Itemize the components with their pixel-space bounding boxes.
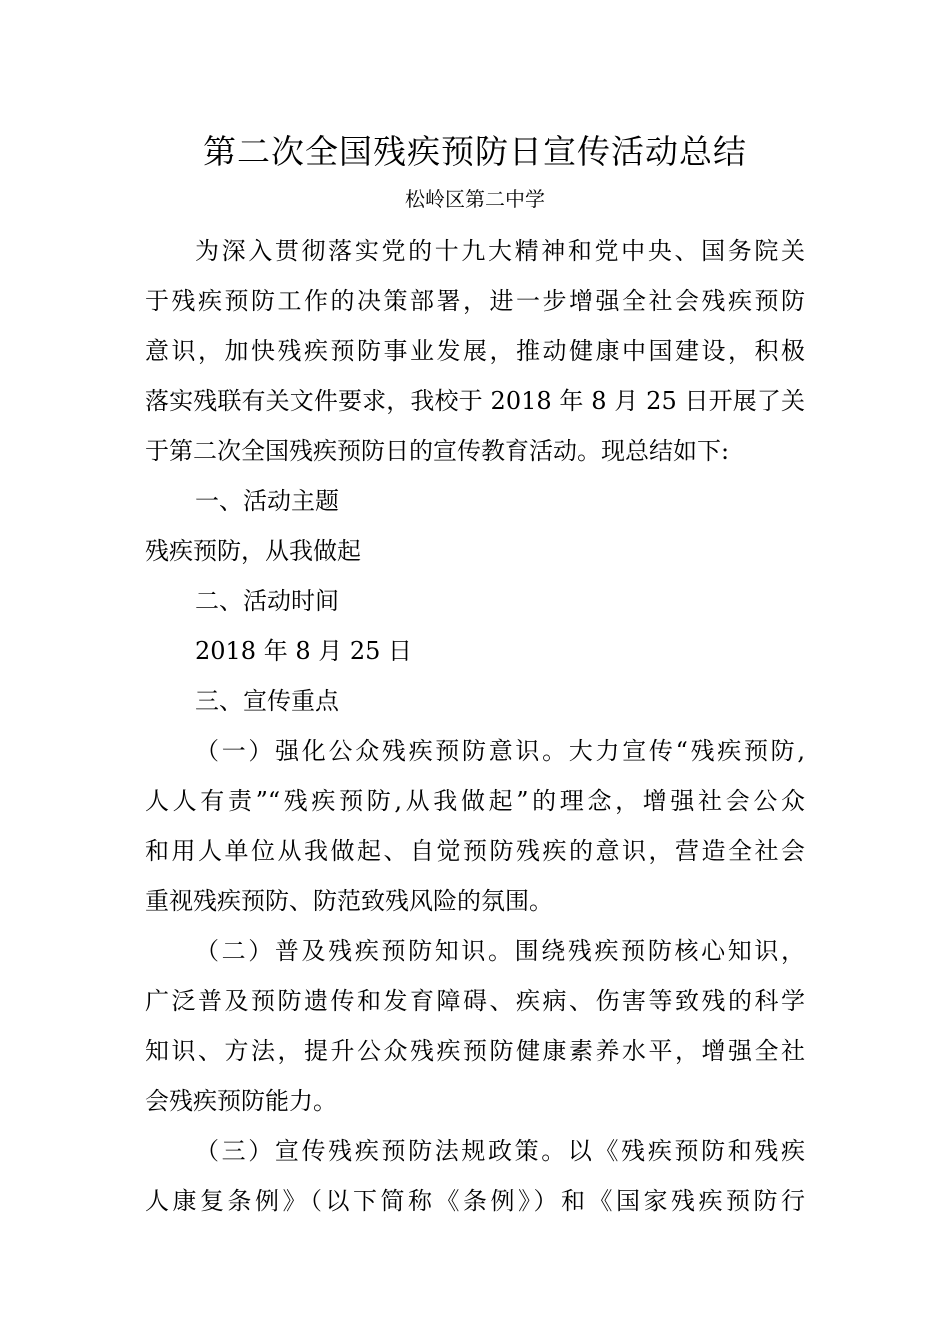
paragraph-line: 于第二次全国残疾预防日的宣传教育活动。现总结如下: — [145, 437, 730, 465]
paragraph-line: 会残疾预防能力。 — [145, 1087, 337, 1115]
section-heading: 一、活动主题 — [195, 487, 339, 515]
section-heading: 二、活动时间 — [195, 587, 339, 615]
paragraph-line: （三）宣传残疾预防法规政策。以《残疾预防和残疾 — [195, 1137, 805, 1165]
paragraph-line: 残疾预防，从我做起 — [145, 537, 361, 565]
paragraph-line: 2018 年 8 月 25 日 — [195, 637, 413, 665]
section-heading: 三、宣传重点 — [195, 687, 339, 715]
paragraph-line: 人人有责”“残疾预防,从我做起”的理念，增强社会公众 — [145, 787, 805, 815]
paragraph-line: （一）强化公众残疾预防意识。大力宣传“残疾预防, — [195, 737, 805, 765]
document-title: 第二次全国残疾预防日宣传活动总结 — [203, 132, 747, 171]
paragraph-line: 为深入贯彻落实党的十九大精神和党中央、国务院关 — [195, 237, 805, 265]
paragraph-line: 和用人单位从我做起、自觉预防残疾的意识，营造全社会 — [145, 837, 805, 865]
paragraph-line: 于残疾预防工作的决策部署，进一步增强全社会残疾预防 — [145, 287, 805, 315]
paragraph-line: 人康复条例》（以下简称《条例》）和《国家残疾预防行 — [145, 1187, 805, 1215]
paragraph-line: （二）普及残疾预防知识。围绕残疾预防核心知识， — [195, 937, 805, 965]
paragraph-line: 重视残疾预防、防范致残风险的氛围。 — [145, 887, 553, 915]
paragraph-line: 意识，加快残疾预防事业发展，推动健康中国建设，积极 — [145, 337, 805, 365]
paragraph-line: 知识、方法，提升公众残疾预防健康素养水平，增强全社 — [145, 1037, 805, 1065]
paragraph-line: 广泛普及预防遗传和发育障碍、疾病、伤害等致残的科学 — [145, 987, 805, 1015]
document-author: 松岭区第二中学 — [405, 187, 545, 211]
paragraph-line: 落实残联有关文件要求，我校于 2018 年 8 月 25 日开展了关 — [145, 387, 805, 415]
